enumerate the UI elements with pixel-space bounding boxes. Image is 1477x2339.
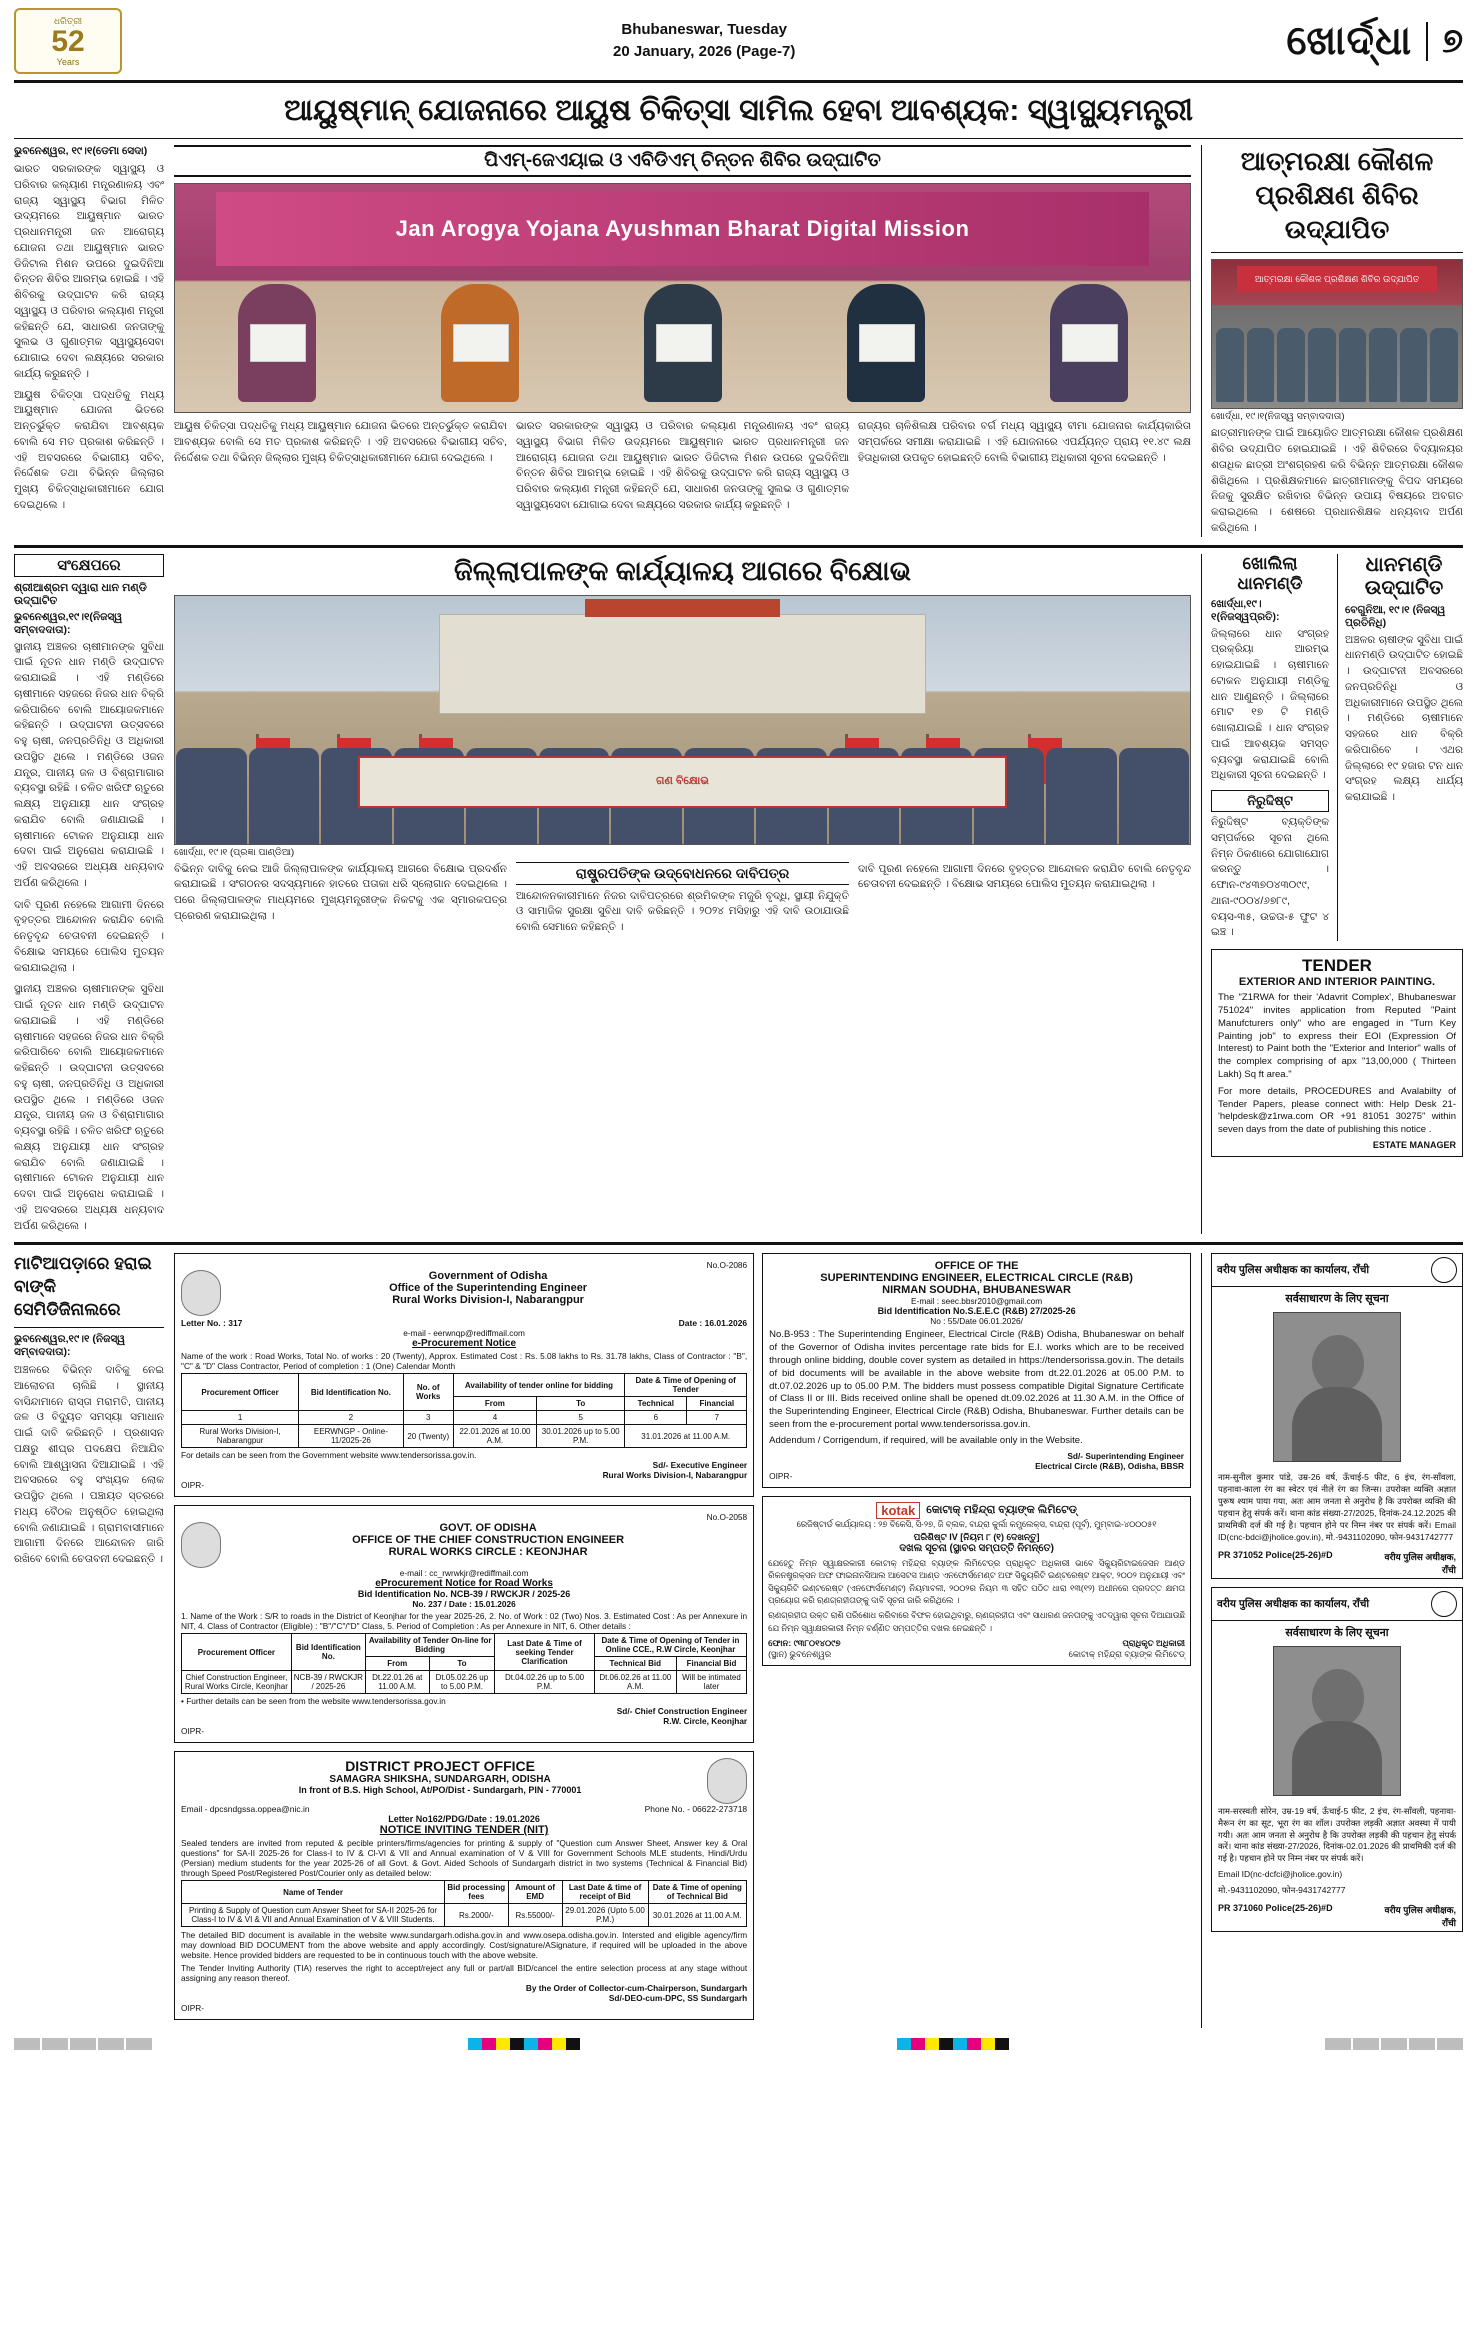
lead-headline: ଆୟୁଷ୍ମାନ୍ ଯୋଜନାରେ ଆୟୁଷ ଚିକିତ୍ସା ସାମିଲ ହେବା ଆବଶ୍ୟକ: ସ୍ୱାସ୍ଥ୍ୟମନ୍ତ୍ରୀ bbox=[284, 94, 1193, 127]
tender-l2: Office of the Superintending Engineer bbox=[389, 1282, 588, 1295]
td-colnum: 4 bbox=[453, 1411, 536, 1425]
dpo-l1: DISTRICT PROJECT OFFICE bbox=[345, 1758, 535, 1775]
brief-item-body-2: ଦାବି ପୂରଣ ନହେଲେ ଆଗାମୀ ଦିନରେ ବୃହତ୍ତର ଆନ୍ଦୋଳନ କରାଯିବ ବୋଲି ନେତୃବୃନ୍ଦ ଚେତାବନୀ ଦେଇଛନ୍ତି । ବିକ୍ଷୋଭ ସମୟରେ ପୋଲିସ ମୁତୟନ କରାଯାଇଥିଲା । bbox=[14, 898, 164, 974]
police-pr-2: PR 371060 Police(25-26)#D bbox=[1218, 1902, 1333, 1913]
lead-dateline: ଭୁବନେଶ୍ୱର, ୧୯।୧(ଡେମା ସେଦା) bbox=[14, 145, 148, 157]
police-phone-2: मो.-9431102090, फोन-9431742777 bbox=[1218, 1885, 1346, 1896]
tender-doc-no: No.O-2058 bbox=[706, 1512, 748, 1523]
kotak-notice-title: ଦଖଲ ସୂଚନା (ସ୍ଥାବର ସମ୍ପତ୍ତି ନିମନ୍ତେ) bbox=[899, 1542, 1054, 1554]
photo-person bbox=[238, 284, 316, 402]
photo-group bbox=[1216, 328, 1458, 402]
dpo-email: Email - dpcsndgssa.oppea@nic.in bbox=[181, 1804, 310, 1815]
td-colnum: 2 bbox=[299, 1411, 404, 1425]
right-top-caption: ଖୋର୍ଦ୍ଧା, ୧୯।୧(ନିଜସ୍ୱ ସମ୍ବାଦଦାତା) bbox=[1211, 411, 1345, 423]
lead-body-2: ଆୟୁଷ ଚିକିତ୍ସା ପଦ୍ଧତିକୁ ମଧ୍ୟ ଆୟୁଷ୍ମାନ ଯୋଜନା ଭିତରେ ଅନ୍ତର୍ଭୁକ୍ତ କରାଯିବା ଆବଶ୍ୟକ ବୋଲି ସେ ମତ ପ୍ରକାଶ କରିଛନ୍ତି । ଏହି ଅବସରରେ ବିଭାଗୀୟ ସଚିବ, ନିର୍ଦ୍ଦେଶକ ତଥା ବିଭିନ୍ନ ଜିଲ୍ଲାର ମୁଖ୍ୟ ଚିକିତ୍ସାଧିକାରୀମାନେ ଯୋଗ ଦେଇଥିଲେ । bbox=[14, 388, 164, 511]
odisha-emblem-icon bbox=[707, 1758, 747, 1804]
th-opening: Date & Time of Opening of Tender in Online CCE., R.W Circle, Keonjhar bbox=[594, 1634, 746, 1657]
tender-table bbox=[181, 1633, 747, 1694]
tender-columns bbox=[174, 1253, 1191, 2028]
tender-email: e-mail : cc_rwrwkjr@rediffmail.com bbox=[399, 1568, 529, 1579]
cmyk-bars-center bbox=[468, 2038, 580, 2050]
tender-sign-2: R.W. Circle, Keonjhar bbox=[663, 1716, 748, 1727]
dpo-sign-1: By the Order of Collector-cum-Chairperson, Sundargarh bbox=[525, 1983, 748, 1994]
se-l1: OFFICE OF THE bbox=[934, 1260, 1019, 1273]
tender-further: • Further details can be seen from the website www.tendersorissa.gov.in bbox=[181, 1696, 446, 1707]
police-body-1: नाम-सुनील कुमार पांडे, उम्र-26 वर्ष, ऊँचाई-5 फीट, 6 इंच, रंग-साँवला, पहनावा-काला रंग का स्वेटर एवं नीले रंग का जिन्स। उपरोक्त व्यक्ति अज्ञात पुरूष श्याम पाया गया, अतः आम जनता से अनुरोध है कि उपरोक्त व्यक्ति की पहचान हेतु संपर्क करें। थाना कांड संख्या-27/2025, दिनांक-24.12.2025 की प्राथमिकी दर्ज की गई है। पहचान होने पर निम्न नंबर पर संपर्क करें। Email ID(cnc-bdci@jholice.gov.in), मो.-9431102090, फोन-9431742777 bbox=[1218, 1472, 1456, 1542]
td-colnum: 1 bbox=[182, 1411, 299, 1425]
collectorate-building bbox=[439, 614, 926, 714]
lead-cont-3: ରାଜ୍ୟର ଚାଳିଶିଲକ୍ଷ ପରିବାର ବର୍ଗ ମଧ୍ୟ ସ୍ୱାସ୍ଥ୍ୟ ବୀମା ଯୋଜନାର କାର୍ଯ୍ୟକାରିତା ସମ୍ପର୍କରେ ସମୀକ୍ଷା କରାଯାଇଛି । ଏହି ଯୋଜନାରେ ଏପର୍ଯ୍ୟନ୍ତ ପ୍ରାୟ ୧୧.୪୯ ଲକ୍ଷ ହିତାଧିକାରୀ ଉପକୃତ ହୋଇଛନ୍ତି ବୋଲି ବିଭାଗୀୟ ଅଧିକାରୀ ସୂଚନା ଦେଇଛନ୍ତି । bbox=[858, 420, 1191, 464]
th-last-date: Last Date & time of receipt of Bid bbox=[562, 1881, 648, 1904]
th-procurement-officer: Procurement Officer bbox=[182, 1374, 299, 1411]
th-to: To bbox=[537, 1397, 625, 1411]
se-sign-2: Electrical Circle (R&B), Odisha, BBSR bbox=[1035, 1460, 1184, 1471]
tender-sign-2: Rural Works Division-I, Nabarangpur bbox=[602, 1470, 748, 1481]
logo-years-suffix: Years bbox=[56, 56, 80, 67]
dpo-l2: SAMAGRA SHIKSHA, SUNDARGARH, ODISHA bbox=[329, 1774, 551, 1786]
th-from: From bbox=[366, 1657, 430, 1671]
tender-l2: OFFICE OF THE CHIEF CONSTRUCTION ENGINEER bbox=[352, 1534, 625, 1547]
td-colnum: 3 bbox=[403, 1411, 453, 1425]
dpo-oipr: OIPR- bbox=[181, 2003, 205, 2014]
cmyk-bars-right bbox=[897, 2038, 1009, 2050]
protest-body-1: ବିଭିନ୍ନ ଦାବିକୁ ନେଇ ଆଜି ଜିଲ୍ଲାପାଳଙ୍କ କାର୍ଯ୍ୟାଳୟ ଆଗରେ ବିକ୍ଷୋଭ ପ୍ରଦର୍ଶନ କରାଯାଇଛି । ସଂଗଠନର ସଦସ୍ୟମାନେ ହାତରେ ପତାକା ଧରି ସ୍ଲୋଗାନ ଦେଇଥିଲେ । ପରେ ଜିଲ୍ଲାପାଳଙ୍କ ମାଧ୍ୟମରେ ମୁଖ୍ୟମନ୍ତ୍ରୀଙ୍କ ନିକଟକୁ ଏକ ସ୍ମାରକପତ୍ର ପ୍ରେରଣ କରାଯାଇଥିଲା । bbox=[174, 862, 507, 922]
kotak-place: (ସ୍ଥାନ) ଭୁବନେଶ୍ୱର bbox=[768, 1649, 832, 1660]
paint-tender-title: TENDER bbox=[1302, 956, 1372, 976]
photo-person bbox=[441, 284, 519, 402]
dhanamandi-right-headline: ଧାନମଣ୍ଡି ଉଦ୍‌ଘାଟିତ bbox=[1364, 553, 1444, 599]
tender-desc: 1. Name of the Work : S/R to roads in the District of Keonjhar for the year 2025-26, 2. No. of Work : 02 (Two) Nos. 3. Estimated Cost : As per Annexure in NIT, 4. Class of Contractor (Eligible) : "B"/"C"/"D" Class, 5. Period of Completion : As per Annexure in NIT, 6. Other details : bbox=[181, 1611, 748, 1632]
table-row: Rs.55000/- bbox=[508, 1904, 562, 1927]
dhanamandi-left-dateline: ଖୋର୍ଦ୍ଧା,୧୯।୧(ନିଜସ୍ୱପ୍ରତି): bbox=[1211, 597, 1280, 623]
th-technical: Technical bbox=[625, 1397, 687, 1411]
photo-person bbox=[847, 284, 925, 402]
th-bid-id: Bid Identification No. bbox=[291, 1634, 365, 1671]
bottom-left-body: ଅଞ୍ଚଳରେ ବିଭିନ୍ନ ଦାବିକୁ ନେଇ ଆଲୋଚନା ଚାଲିଛି । ସ୍ଥାନୀୟ ବାସିନ୍ଦାମାନେ ରାସ୍ତା ମରାମତି, ପାନୀୟ ଜଳ ଓ ବିଦ୍ୟୁତ ସମସ୍ୟା ସମାଧାନ ପାଇଁ ଦାବି କରିଛନ୍ତି । ପ୍ରଶାସନ ପକ୍ଷରୁ ଶୀଘ୍ର ପଦକ୍ଷେପ ନିଆଯିବ ବୋଲି ଆଶ୍ୱାସନା ଦିଆଯାଇଛି । ଏହି ଅବସରରେ ବହୁ ସଂଖ୍ୟକ ଲୋକ ଉପସ୍ଥିତ ଥିଲେ । ପଞ୍ଚାୟତ ସ୍ତରରେ ମଧ୍ୟ ବୈଠକ ଅନୁଷ୍ଠିତ ହୋଇଥିଲା ବୋଲି ଜଣାଯାଇଛି । ଗ୍ରାମବାସୀମାନେ ଆଗାମୀ ଦିନରେ ଆନ୍ଦୋଳନ ଜାରି ରଖିବେ ବୋଲି ଚେତାବନୀ ଦେଇଛନ୍ତି । bbox=[14, 1364, 164, 1566]
table-row: Rs.2000/- bbox=[445, 1904, 509, 1927]
table-row: NCB-39 / RWCKJR / 2025-26 bbox=[291, 1671, 365, 1694]
table-row: 30.01.2026 at 11.00 A.M. bbox=[648, 1904, 747, 1927]
th-availability: Availability of tender online for bidding bbox=[453, 1374, 625, 1397]
table-row: Dt.04.02.26 up to 5.00 P.M. bbox=[495, 1671, 594, 1694]
tender-letter-no: Letter No. : 317 bbox=[181, 1318, 243, 1329]
dhanamandi-left-body: ଜିଲ୍ଲାରେ ଧାନ ସଂଗ୍ରହ ପ୍ରକ୍ରିୟା ଆରମ୍ଭ ହୋଇଯାଇଛି । ଚାଷୀମାନେ ଟୋକନ ଅନୁଯାୟୀ ମଣ୍ଡିକୁ ଧାନ ଆଣୁଛନ୍ତି । ଜିଲ୍ଲାରେ ମୋଟ ୧୭ ଟି ମଣ୍ଡି ଖୋଲାଯାଇଛି । ଧାନ ସଂଗ୍ରହ ପାଇଁ ଆବଶ୍ୟକ ସମସ୍ତ ବ୍ୟବସ୍ଥା କରାଯାଇଛି ବୋଲି ଅଧିକାରୀ ସୂଚନା ଦେଇଛନ୍ତି । bbox=[1211, 627, 1329, 782]
dpo-table bbox=[181, 1880, 747, 1927]
protest-body-3: ଆନ୍ଦୋଳନକାରୀମାନେ ନିଜର ଦାବିପତ୍ରରେ ଶ୍ରମିକଙ୍କ ମଜୁରି ବୃଦ୍ଧି, ସ୍ଥାୟୀ ନିଯୁକ୍ତି ଓ ସାମାଜିକ ସୁରକ୍ଷା ସୁବିଧା ଦାବି କରିଛନ୍ତି । ୨୦୨୪ ମସିହାରୁ ଏହି ଦାବି ଉଠାଯାଉଛି ବୋଲି ସେମାନେ କହିଛନ୍ତି । bbox=[516, 889, 849, 934]
dpo-foot-1: The detailed BID document is available in the website www.sundargarh.odisha.gov.in and www.osepa.odisha.gov.in. Intersted and eligible agency/firm may download BID DOCUMENT from the above website and apply accordingly. Cost/signature/ASignature, if required will be uploaded in the above website. Hence provided bidders are requested to be in continuous touch with the above website. bbox=[181, 1930, 748, 1961]
tender-l3: RURAL WORKS CIRCLE : KEONJHAR bbox=[388, 1546, 588, 1559]
table-row: 30.01.2026 up to 5.00 P.M. bbox=[537, 1425, 625, 1448]
publication-logo bbox=[14, 8, 122, 74]
td-colnum: 7 bbox=[687, 1411, 747, 1425]
photo-banner-text: ଆତ୍ମରକ୍ଷା କୌଶଳ ପ୍ରଶିକ୍ଷଣ ଶିବିର ଉଦ୍‌ଯାପିତ bbox=[1237, 266, 1437, 292]
kotak-possession-notice bbox=[762, 1496, 1191, 1667]
table-row: 31.01.2026 at 11.00 A.M. bbox=[625, 1425, 747, 1448]
police-title-1: सर्वसाधारण के लिए सूचना bbox=[1285, 1293, 1389, 1306]
th-opening: Date & Time of Opening of Tender bbox=[625, 1374, 747, 1397]
td-colnum: 5 bbox=[537, 1411, 625, 1425]
th-bid-fees: Bid processing fees bbox=[445, 1881, 509, 1904]
right-top-column bbox=[1201, 145, 1463, 537]
protest-headline: ଜିଲ୍ଲାପାଳଙ୍କ କାର୍ଯ୍ୟାଳୟ ଆଗରେ ବିକ୍ଷୋଭ bbox=[454, 555, 911, 586]
dpo-letter-no: Letter No162/PDG/Date : 19.01.2026 bbox=[388, 1814, 540, 1825]
kotak-section: ପରିଶିଷ୍ଟ IV [ନିୟମ ୮ (୧) ଦେଖନ୍ତୁ] bbox=[913, 1531, 1040, 1542]
table-row: Printing & Supply of Question cum Answer Sheet for SA-II 2025-26 for Class-I to IV & VI & VII and Annual Examination of V & VIII Students. bbox=[182, 1904, 445, 1927]
protest-column bbox=[174, 554, 1191, 1235]
paint-tender-subtitle: EXTERIOR AND INTERIOR PAINTING. bbox=[1238, 976, 1436, 989]
photo-person bbox=[644, 284, 722, 402]
th-emd: Amount of EMD bbox=[508, 1881, 562, 1904]
table-row: Will be intimated later bbox=[676, 1671, 746, 1694]
kotak-address: ରେଜିଷ୍ଟାର୍ଡ କାର୍ଯ୍ୟାଳୟ : ୨୭ ବିକେସି, ସି-୨୭, ଜି ବ୍ଲକ, ବାନ୍ଦ୍ରା କୁର୍ଲା କମ୍ପ୍ଲେକ୍ସ, ବାନ୍ଦ୍ରା (ପୂର୍ବ), ମୁମ୍ବାଇ-୪୦୦୦୫୧ bbox=[796, 1518, 1157, 1529]
brief-item-body: ସ୍ଥାନୀୟ ଅଞ୍ଚଳର ଚାଷୀମାନଙ୍କ ସୁବିଧା ପାଇଁ ନୂତନ ଧାନ ମଣ୍ଡି ଉଦ୍‌ଘାଟନ କରାଯାଇଛି । ଏହି ମଣ୍ଡିରେ ଚାଷୀମାନେ ସହଜରେ ନିଜର ଧାନ ବିକ୍ରି କରିପାରିବେ ବୋଲି ଆୟୋଜକମାନେ କହିଛନ୍ତି । ଉଦ୍‌ଘାଟନୀ ଉତ୍ସବରେ ବହୁ ଚାଷୀ, ଜନପ୍ରତିନିଧି ଓ ଅଧିକାରୀ ଉପସ୍ଥିତ ଥିଲେ । ମଣ୍ଡିରେ ଓଜନ ଯନ୍ତ୍ର, ପାନୀୟ ଜଳ ଓ ବିଶ୍ରାମାଗାର ବ୍ୟବସ୍ଥା ରହିଛି । ଚଳିତ ଖରିଫ ଋତୁରେ ଲକ୍ଷ୍ୟ ଅନୁଯାୟୀ ଧାନ ସଂଗ୍ରହ କରାଯିବ ବୋଲି ଜଣାଯାଇଛି । ଚାଷୀମାନେ ଟୋକନ ଅନୁଯାୟୀ ଧାନ ଦେବା ପାଇଁ ଅନୁରୋଧ କରାଯାଇଛି । ଏହି ଅବସରରେ ଅଧ୍ୟକ୍ଷ ଧନ୍ୟବାଦ ଅର୍ପଣ କରିଥିଲେ । bbox=[14, 640, 164, 889]
lead-middle-column bbox=[174, 145, 1191, 537]
table-row: Chief Construction Engineer, Rural Works Circle, Keonjhar bbox=[182, 1671, 292, 1694]
police-header-2: वरीय पुलिस अधीक्षक का कार्यालय, राँची bbox=[1217, 1597, 1370, 1610]
dhanamandi-column bbox=[1201, 554, 1463, 1235]
kotak-title: କୋଟାକ୍ ମହିନ୍ଦ୍ରା ବ୍ୟାଙ୍କ ଲିମିଟେଡ୍ bbox=[926, 1503, 1077, 1516]
gray-bars bbox=[14, 2038, 152, 2050]
table-row: 29.01.2026 (Upto 5.00 P.M.) bbox=[562, 1904, 648, 1927]
se-oipr: OIPR- bbox=[769, 1470, 793, 1481]
tender-letter-no: No. 237 / Date : 15.01.2026 bbox=[412, 1599, 516, 1610]
missing-person-photo-1 bbox=[1273, 1312, 1401, 1462]
se-body-2: Addendum / Corrigendum, if required, will be available only in the Website. bbox=[769, 1434, 1083, 1446]
tender-doc-no: No.O-2086 bbox=[706, 1260, 748, 1271]
th-procurement-officer: Procurement Officer bbox=[182, 1634, 292, 1671]
th-opening-tech: Date & Time of opening of Technical Bid bbox=[648, 1881, 747, 1904]
th-financial: Financial bbox=[687, 1397, 747, 1411]
paint-tender-body: The "Z1RWA for their 'Adavrit Complex', Bhubaneswar 751024" invites application from Reputed "Paint Manufcturers only" who are engaged in "Turn Key Painting job" to express their EOI (Expression Of Interest) to Paint both the "Exterior and Interior" walls of the complex comprising of apx "13,00,000 ( Thirteen Lakh) Sq ft area." bbox=[1218, 992, 1456, 1081]
bottom-section bbox=[14, 1253, 1463, 2028]
tender-l1: GOVT. OF ODISHA bbox=[439, 1522, 537, 1535]
right-top-headline: ଆତ୍ମରକ୍ଷା କୌଶଳ ପ୍ରଶିକ୍ଷଣ ଶିବିର ଉଦ୍‌ଯାପିତ bbox=[1240, 146, 1434, 244]
lead-photo-caption: ପିଏମ୍-ଜେଏୟାଇ ଓ ଏବିଡିଏମ୍ ଚିନ୍ତନ ଶିବିର ଉଦ୍‌ଘାଟିତ bbox=[484, 150, 881, 171]
dpo-notice-title: NOTICE INVITING TENDER (NIT) bbox=[379, 1824, 549, 1837]
tender-footer-note: For details can be seen from the Government website www.tendersorissa.gov.in. bbox=[181, 1450, 477, 1461]
masthead bbox=[14, 8, 1463, 83]
dpo-phone: Phone No. - 06622-273718 bbox=[644, 1804, 748, 1815]
logo-years: 52 bbox=[51, 24, 85, 58]
tender-oipr: OIPR- bbox=[181, 1480, 205, 1491]
se-email: E-mail : seec.bbsr2010@gmail.com bbox=[911, 1296, 1043, 1307]
missing-notice-title: ନିରୁଦ୍ଦିଷ୍ଟ bbox=[1211, 790, 1329, 812]
masthead-dateline bbox=[122, 19, 1286, 63]
middle-section bbox=[14, 554, 1463, 1235]
tender-l1: Government of Odisha bbox=[428, 1270, 548, 1283]
th-from: From bbox=[453, 1397, 536, 1411]
se-sign-1: Sd/- Superintending Engineer bbox=[1067, 1450, 1184, 1461]
table-row: Dt.06.02.26 at 11.00 A.M. bbox=[594, 1671, 676, 1694]
dpo-foot-2: The Tender Inviting Authority (TIA) reserves the right to accept/reject any full or part/all BID/cancel the entire selection process at any stage without assigning any reason thereof. bbox=[181, 1963, 748, 1984]
lead-photo-caption-banner bbox=[174, 145, 1191, 177]
brief-column bbox=[14, 554, 164, 1235]
th-bid-id: Bid Identification No. bbox=[299, 1374, 404, 1411]
protest-sub-column bbox=[516, 862, 849, 936]
jharkhand-police-emblem-icon bbox=[1431, 1257, 1457, 1283]
table-row: Rural Works Division-I, Nabarangpur bbox=[182, 1425, 299, 1448]
masthead-edition-block bbox=[1286, 19, 1463, 64]
lead-photo bbox=[174, 183, 1191, 413]
tender-date: Date : 16.01.2026 bbox=[678, 1318, 748, 1329]
kotak-phone: ଫୋନ: ୯୩୮୦୧୪୦୯୭ bbox=[768, 1638, 841, 1649]
odisha-emblem-icon bbox=[181, 1270, 221, 1316]
se-l3: NIRMAN SOUDHA, BHUBANESWAR bbox=[882, 1284, 1071, 1297]
th-financial: Financial Bid bbox=[676, 1657, 746, 1671]
police-sign-2a: वरीय पुलिस अधीक्षक, bbox=[1384, 1904, 1456, 1915]
brief-item-dateline: ଭୁବନେଶ୍ୱର,୧୯।୧(ନିଜସ୍ୱ ସମ୍ବାଦଦାତା): bbox=[14, 610, 123, 636]
police-pr-1: PR 371052 Police(25-26)#D bbox=[1218, 1549, 1333, 1560]
th-clarification: Last Date & Time of seeking Tender Clarification bbox=[495, 1634, 594, 1671]
table-row: 22.01.2026 at 10.00 A.M. bbox=[453, 1425, 536, 1448]
tender-se-electrical-rb bbox=[762, 1253, 1191, 1487]
dhanamandi-right-dateline: ବେଗୁନିଆ, ୧୯।୧ (ନିଜସ୍ୱ ପ୍ରତିନିଧି) bbox=[1345, 603, 1446, 629]
table-row: 20 (Twenty) bbox=[403, 1425, 453, 1448]
kotak-body-2: ଋଣଗ୍ରହୀତା ଉକ୍ତ ରାଶି ପରିଶୋଧ କରିବାରେ ବିଫଳ ହୋଇଥିବାରୁ, ଋଣଗ୍ରହୀତା ଏବଂ ସାଧାରଣ ଜନତାଙ୍କୁ ଏତଦ୍ୱାରା ସୂଚନା ଦିଆଯାଉଛି ଯେ ନିମ୍ନ ସ୍ୱାକ୍ଷରକାରୀ ନିମ୍ନ ବର୍ଣ୍ଣିତ ସମ୍ପତ୍ତିର ଦଖଲ ନେଇଛନ୍ତି । bbox=[768, 1610, 1185, 1633]
tender-sign-1: Sd/- Executive Engineer bbox=[652, 1460, 748, 1471]
kotak-bank: କୋଟାକ୍ ମହିନ୍ଦ୍ରା ବ୍ୟାଙ୍କ ଲିମିଟେଡ୍ bbox=[1068, 1649, 1185, 1660]
protest-body-2: ଦାବି ପୂରଣ ନହେଲେ ଆଗାମୀ ଦିନରେ ବୃହତ୍ତର ଆନ୍ଦୋଳନ କରାଯିବ ବୋଲି ନେତୃବୃନ୍ଦ ଚେତାବନୀ ଦେଇଛନ୍ତି । ବିକ୍ଷୋଭ ସମୟରେ ପୋଲିସ ମୁତୟନ କରାଯାଇଥିଲା । bbox=[858, 862, 1191, 891]
missing-notice-body: ନିରୁଦ୍ଦିଷ୍ଟ ବ୍ୟକ୍ତିଙ୍କ ସମ୍ପର୍କରେ ସୂଚନା ଥିଲେ ନିମ୍ନ ଠିକଣାରେ ଯୋଗାଯୋଗ କରନ୍ତୁ । ଫୋନ-୯୪୩୭୦୪୩୦୯୯, ଥାନା-୯୦୦୪/୬୭୮୯, ବୟସ-୩୫, ଉଚ୍ଚତା-୫ ଫୁଟ ୪ ଇଞ୍ଚ । bbox=[1211, 816, 1329, 939]
page-number: ୭ bbox=[1426, 22, 1463, 61]
dpo-l3: In front of B.S. High School, At/PO/Dist - Sundargarh, PIN - 770001 bbox=[298, 1785, 582, 1796]
tender-dpo-sundargarh bbox=[174, 1751, 754, 2020]
lead-cont-2: ଭାରତ ସରକାରଙ୍କ ସ୍ୱାସ୍ଥ୍ୟ ଓ ପରିବାର କଲ୍ୟାଣ ମନ୍ତ୍ରଣାଳୟ ଏବଂ ରାଜ୍ୟ ସ୍ୱାସ୍ଥ୍ୟ ବିଭାଗ ମିଳିତ ଉଦ୍ୟମରେ ଆୟୁଷ୍ମାନ ଭାରତ ପ୍ରଧାନମନ୍ତ୍ରୀ ଜନ ଆରୋଗ୍ୟ ଯୋଜନା ତଥା ଆୟୁଷ୍ମାନ ଭାରତ ଡିଜିଟାଲ ମିଶନ ଉପରେ ଦୁଇଦିନିଆ ଚିନ୍ତନ ଶିବିର ଆରମ୍ଭ ହୋଇଛି । ଏହି ଶିବିରକୁ ଉଦ୍‌ଘାଟନ କରି ରାଜ୍ୟ ସ୍ୱାସ୍ଥ୍ୟ ଓ ପରିବାର କଲ୍ୟାଣ ମନ୍ତ୍ରୀ କହିଛନ୍ତି ଯେ, ସାଧାରଣ ଜନତାଙ୍କୁ ସୁଲଭ ଓ ଗୁଣାତ୍ମକ ସ୍ୱାସ୍ଥ୍ୟସେବା ଯୋଗାଇ ଦେବା ଲକ୍ଷ୍ୟରେ ସରକାର କାର୍ଯ୍ୟ କରୁଛନ୍ତି । bbox=[516, 420, 849, 511]
police-notice-1 bbox=[1211, 1253, 1463, 1578]
print-registration-bars bbox=[14, 2038, 1463, 2056]
police-notice-2 bbox=[1211, 1587, 1463, 1932]
tender-nabarangpur bbox=[174, 1253, 754, 1497]
photo-people bbox=[175, 274, 1190, 402]
brief-item-headline: ଶ୍ରୀଆଶ୍ରମ ଦ୍ୱାରା ଧାନ ମଣ୍ଡି ଉଦ୍‌ଘାଟିତ bbox=[14, 581, 147, 607]
se-body: No.B-953 : The Superintending Engineer, Electrical Circle (R&B) Odisha, Bhubaneswar on behalf of the Governor of Odisha invites percentage rate bids for E.I. works which are to be received through online bidding, double cover system as detailed in https://tendersorissa.gov.in. The details of bid documents will be available in the above website from dt.22.01.2026 at 05.00 P.M. to dt.07.02.2026 up to 05.00 P.M. The bidders must possess compatible Digital Signature Certificate of Class II or III. Bids received online shall be opened dt.09.02.2026 at 11.30 A.M. in the Office of the Superintending Engineer, Electrical Circle (R&B) Odisha, Bhubaneswar. Further details can be seen from the e-procurement portal www.tendersorissa.gov.in. bbox=[769, 1329, 1184, 1431]
tender-notice-title: e-Procurement Notice bbox=[412, 1338, 517, 1350]
protest-banner-text: ଗଣ ବିକ୍ଷୋଭ bbox=[358, 756, 1008, 808]
top-section bbox=[14, 145, 1463, 537]
photo-stage-banner: Jan Arogya Yojana Ayushman Bharat Digital Mission bbox=[216, 192, 1150, 266]
missing-person-photo-2 bbox=[1273, 1646, 1401, 1796]
th-no-works: No. of Works bbox=[403, 1374, 453, 1411]
self-defence-camp-photo bbox=[1211, 259, 1463, 409]
lead-body-1: ଭାରତ ସରକାରଙ୍କ ସ୍ୱାସ୍ଥ୍ୟ ଓ ପରିବାର କଲ୍ୟାଣ ମନ୍ତ୍ରଣାଳୟ ଏବଂ ରାଜ୍ୟ ସ୍ୱାସ୍ଥ୍ୟ ବିଭାଗ ମିଳିତ ଉଦ୍ୟମରେ ଆୟୁଷ୍ମାନ ଭାରତ ପ୍ରଧାନମନ୍ତ୍ରୀ ଜନ ଆରୋଗ୍ୟ ଯୋଜନା ତଥା ଆୟୁଷ୍ମାନ ଭାରତ ଡିଜିଟାଲ ମିଶନ ଉପରେ ଦୁଇଦିନିଆ ଚିନ୍ତନ ଶିବିର ଆରମ୍ଭ ହୋଇଛି । ଏହି ଶିବିରକୁ ଉଦ୍‌ଘାଟନ କରି ରାଜ୍ୟ ସ୍ୱାସ୍ଥ୍ୟ ଓ ପରିବାର କଲ୍ୟାଣ ମନ୍ତ୍ରୀ କହିଛନ୍ତି ଯେ, ସାଧାରଣ ଜନତାଙ୍କୁ ସୁଲଭ ଓ ଗୁଣାତ୍ମକ ସ୍ୱାସ୍ଥ୍ୟସେବା ଯୋଗାଇ ଦେବା ଲକ୍ଷ୍ୟରେ ସରକାର କାର୍ଯ୍ୟ କରୁଛନ୍ତି । bbox=[14, 163, 164, 380]
protest-photo bbox=[174, 595, 1191, 845]
tender-email: e-mail - eerwnqp@rediffmail.com bbox=[403, 1328, 525, 1339]
paint-tender-ad bbox=[1211, 949, 1463, 1157]
dhanamandi-right-body: ଅଞ୍ଚଳର ଚାଷୀଙ୍କ ସୁବିଧା ପାଇଁ ଧାନମଣ୍ଡି ଉଦ୍‌ଘାଟିତ ହୋଇଛି । ଉଦ୍‌ଘାଟନୀ ଅବସରରେ ଜନପ୍ରତିନିଧି ଓ ଅଧିକାରୀମାନେ ଉପସ୍ଥିତ ଥିଲେ । ମଣ୍ଡିରେ ଚାଷୀମାନେ ସହଜରେ ଧାନ ବିକ୍ରି କରିପାରିବେ । ଏଥର ଜିଲ୍ଲାରେ ୧୯ ହଜାର ଟନ ଧାନ ସଂଗ୍ରହ ଲକ୍ଷ୍ୟ ଧାର୍ଯ୍ୟ କରାଯାଇଛି । bbox=[1345, 633, 1463, 804]
photo-person bbox=[1050, 284, 1128, 402]
bottom-left-headline: ମାଟିଆପଡ଼ାରେ ହରାଇ ବାଙ୍କି ସେମିଡିଜିନାଲରେ bbox=[14, 1254, 152, 1320]
police-header-1: वरीय पुलिस अधीक्षक का कार्यालय, राँची bbox=[1217, 1264, 1370, 1277]
se-bid-id: Bid Identification No.S.E.E.C (R&B) 27/2025-26 bbox=[877, 1306, 1076, 1317]
table-row: EERWNGP - Online-11/2025-26 bbox=[299, 1425, 404, 1448]
protest-dateline: ଖୋର୍ଦ୍ଧା, ୧୯।୧ (ପ୍ରଜ୍ଞା ପାଣ୍ଡିଆ) bbox=[174, 846, 295, 858]
th-technical: Technical Bid bbox=[594, 1657, 676, 1671]
edition-title: ଖୋର୍ଦ୍ଧା bbox=[1286, 18, 1413, 63]
dpo-body: Sealed tenders are invited from reputed & pecible printers/firms/agencies for printing & supply of "Question cum Answer Sheet, Answer key & Oral questions" for SA-II 2025-26 for Class-I to IV & Cl-VI & VII and Annual examination of V & VIII for Government Schools MLE students, Hindi/Urdu (Persian) medium students for the year 2025-26 of all Govt. & Govt. Aided Schools of Sundargarh district in two systems (Technical & Financial Bid) through Speed Post/Registered Post/Courier only as detailed below: bbox=[181, 1838, 748, 1879]
police-email-2: Email ID(nc-dcfci@jholice.gov.in) bbox=[1218, 1869, 1343, 1880]
th-availability: Availability of Tender On-line for Bidding bbox=[366, 1634, 495, 1657]
briefs-section-title: ସଂକ୍ଷେପରେ bbox=[14, 554, 164, 577]
table-row: Dt.05.02.26 up to 5.00 P.M. bbox=[429, 1671, 495, 1694]
police-sign-1b: राँची bbox=[1441, 1564, 1456, 1575]
police-body-2: नाम-सरस्वती सोरेन, उम्र-19 वर्ष, ऊँचाई-5 फीट, 2 इंच, रंग-साँवली, पहनावा-मैरून रंग का सूट, भूरा रंग का शॉल। उपरोक्त लड़की अज्ञात अवस्था में पायी गयी। अतः आम जनता से अनुरोध है कि उपरोक्त लड़की की पहचान हेतु संपर्क करें। थाना कांड संख्या-27/2026, दिनांक-02.01.2026 की प्राथमिकी दर्ज की गई है। पहचान होने पर निम्न नंबर पर संपर्क करें। bbox=[1218, 1805, 1456, 1864]
th-name-of-tender: Name of Tender bbox=[182, 1881, 445, 1904]
tender-notice-title: eProcurement Notice for Road Works bbox=[375, 1578, 553, 1590]
paint-tender-body2: For more details, PROCEDURES and Avalabilty of Tender Papers, please connect with: Help Desk 21-'helpdesk@z1rwa.com OR +91 81051 30275" within seven days from the date of publishing this notice . bbox=[1218, 1085, 1456, 1136]
table-row: Dt.22.01.26 at 11.00 A.M. bbox=[366, 1671, 430, 1694]
masthead-date: 20 January, 2026 (Page-7) bbox=[613, 43, 796, 60]
police-sign-1a: वरीय पुलिस अधीक्षक, bbox=[1384, 1551, 1456, 1562]
tender-oipr: OIPR- bbox=[181, 1726, 205, 1737]
brief-item-body-3: ସ୍ଥାନୀୟ ଅଞ୍ଚଳର ଚାଷୀମାନଙ୍କ ସୁବିଧା ପାଇଁ ନୂତନ ଧାନ ମଣ୍ଡି ଉଦ୍‌ଘାଟନ କରାଯାଇଛି । ଏହି ମଣ୍ଡିରେ ଚାଷୀମାନେ ସହଜରେ ନିଜର ଧାନ ବିକ୍ରି କରିପାରିବେ ବୋଲି ଆୟୋଜକମାନେ କହିଛନ୍ତି । ଉଦ୍‌ଘାଟନୀ ଉତ୍ସବରେ ବହୁ ଚାଷୀ, ଜନପ୍ରତିନିଧି ଓ ଅଧିକାରୀ ଉପସ୍ଥିତ ଥିଲେ । ମଣ୍ଡିରେ ଓଜନ ଯନ୍ତ୍ର, ପାନୀୟ ଜଳ ଓ ବିଶ୍ରାମାଗାର ବ୍ୟବସ୍ଥା ରହିଛି । ଚଳିତ ଖରିଫ ଋତୁରେ ଲକ୍ଷ୍ୟ ଅନୁଯାୟୀ ଧାନ ସଂଗ୍ରହ କରାଯିବ ବୋଲି ଜଣାଯାଇଛି । ଚାଷୀମାନେ ଟୋକନ ଅନୁଯାୟୀ ଧାନ ଦେବା ପାଇଁ ଅନୁରୋଧ କରାଯାଇଛି । ଏହି ଅବସରରେ ଅଧ୍ୟକ୍ଷ ଧନ୍ୟବାଦ ଅର୍ପଣ କରିଥିଲେ । bbox=[14, 983, 164, 1232]
kotak-body: ଯେହେତୁ ନିମ୍ନ ସ୍ୱାକ୍ଷରକାରୀ କୋଟାକ୍ ମହିନ୍ଦ୍ରା ବ୍ୟାଙ୍କ ଲିମିଟେଡ୍‌ର ପ୍ରାଧିକୃତ ଅଧିକାରୀ ଭାବେ ସିକ୍ୟୁରିଟାଇଜେସନ ଆଣ୍ଡ ରିକନଷ୍ଟ୍ରକ୍ସନ ଅଫ ଫାଇନାନସିଆଲ ଆସେଟସ ଆଣ୍ଡ ଏନଫୋର୍ସମେଣ୍ଟ ଅଫ ସିକ୍ୟୁରିଟି ଇଣ୍ଟରେଷ୍ଟ ଆକ୍ଟ, ୨୦୦୨ ଅନୁଯାୟୀ ଏବଂ ସିକ୍ୟୁରିଟି ଇଣ୍ଟରେଷ୍ଟ (ଏନଫୋର୍ସମେଣ୍ଟ) ନିୟମାବଳୀ, ୨୦୦୨ର ନିୟମ ୩ ସହିତ ପଠିତ ଧାରା ୧୩(୧୨) ଅଧୀନରେ ପ୍ରଦତ୍ତ କ୍ଷମତା ପ୍ରୟୋଗ କରି ଋଣଗ୍ରହୀତାଙ୍କୁ ଦାବି ସୂଚନା ଜାରି କରିଥିଲେ । bbox=[768, 1557, 1185, 1606]
se-no: No : 55/Date 06.01.2026/ bbox=[930, 1316, 1023, 1327]
police-title-2: सर्वसाधारण के लिए सूचना bbox=[1285, 1626, 1389, 1639]
logo-title: ଧରିତ୍ରୀ bbox=[53, 15, 83, 26]
tender-desc: Name of the work : Road Works, Total No. of works : 20 (Twenty), Approx. Estimated Cost : Rs. 5.08 lakhs to Rs. 31.78 lakhs, Class of Contractor : "B", "C" & "D" Class Contractor, Period of completion : 1 (One) Calendar Month bbox=[181, 1351, 748, 1372]
police-sign-2b: राँची bbox=[1441, 1917, 1456, 1928]
tender-table bbox=[181, 1373, 747, 1448]
tender-l3: Rural Works Division-I, Nabarangpur bbox=[392, 1294, 584, 1307]
bottom-left-column bbox=[14, 1253, 164, 2028]
tender-sign-1: Sd/- Chief Construction Engineer bbox=[616, 1706, 748, 1717]
kotak-logo-icon: kotak bbox=[876, 1502, 920, 1519]
right-top-body: ଛାତ୍ରୀମାନଙ୍କ ପାଇଁ ଆୟୋଜିତ ଆତ୍ମରକ୍ଷା କୌଶଳ ପ୍ରଶିକ୍ଷଣ ଶିବିର ଉଦ୍‌ଯାପିତ ହୋଇଯାଇଛି । ଏହି ଶିବିରରେ ବିଦ୍ୟାଳୟର ଶତାଧିକ ଛାତ୍ରୀ ଅଂଶଗ୍ରହଣ କରି ବିଭିନ୍ନ ଆତ୍ମରକ୍ଷା କୌଶଳ ଶିଖିଥିଲେ । ପ୍ରଶିକ୍ଷକମାନେ ଛାତ୍ରୀମାନଙ୍କୁ ବିପଦ ସମୟରେ ନିଜକୁ ସୁରକ୍ଷିତ ରଖିବାର ବିଭିନ୍ନ ଉପାୟ ବିଷୟରେ ଅବଗତ କରାଇଥିଲେ । ଶେଷରେ ପ୍ରଧାନଶିକ୍ଷକ ଧନ୍ୟବାଦ ଅର୍ପଣ କରିଥିଲେ । bbox=[1211, 427, 1463, 534]
th-to: To bbox=[429, 1657, 495, 1671]
police-notices-column bbox=[1201, 1253, 1463, 2028]
odisha-emblem-icon bbox=[181, 1522, 221, 1568]
td-colnum: 6 bbox=[625, 1411, 687, 1425]
dhanamandi-left-headline: ଖୋଲିଲା ଧାନମଣ୍ଡି bbox=[1237, 553, 1303, 593]
bottom-left-dateline: ଭୁବନେଶ୍ୱର,୧୯।୧ (ନିଜସ୍ୱ ସମ୍ବାଦଦାତା): bbox=[14, 1333, 126, 1359]
masthead-place: Bhubaneswar, Tuesday bbox=[621, 21, 787, 39]
protest-subhead: ରାଷ୍ଟ୍ରପତିଙ୍କ ଉଦ୍ବୋଧନରେ ଦାବିପତ୍ର bbox=[516, 862, 849, 885]
lead-cont-1: ଆୟୁଷ ଚିକିତ୍ସା ପଦ୍ଧତିକୁ ମଧ୍ୟ ଆୟୁଷ୍ମାନ ଯୋଜନା ଭିତରେ ଅନ୍ତର୍ଭୁକ୍ତ କରାଯିବା ଆବଶ୍ୟକ ବୋଲି ସେ ମତ ପ୍ରକାଶ କରିଛନ୍ତି । ଏହି ଅବସରରେ ବିଭାଗୀୟ ସଚିବ, ନିର୍ଦ୍ଦେଶକ ତଥା ବିଭିନ୍ନ ଜିଲ୍ଲାର ମୁଖ୍ୟ ଚିକିତ୍ସାଧିକାରୀମାନେ ଯୋଗ ଦେଇଥିଲେ । bbox=[174, 420, 507, 464]
lead-left-column bbox=[14, 145, 164, 537]
kotak-signature: ପ୍ରାଧିକୃତ ଅଧିକାରୀ bbox=[1122, 1638, 1185, 1649]
tender-bid-id: Bid Identification No. NCB-39 / RWCKJR / 2025-26 bbox=[357, 1589, 571, 1600]
tender-keonjhar bbox=[174, 1505, 754, 1743]
dpo-sign-2: Sd/-DEO-cum-DPC, SS Sundargarh bbox=[608, 1993, 748, 2004]
jharkhand-police-emblem-icon bbox=[1431, 1591, 1457, 1617]
paint-tender-signature: ESTATE MANAGER bbox=[1372, 1140, 1456, 1151]
se-l2: SUPERINTENDING ENGINEER, ELECTRICAL CIRCLE (R&B) bbox=[820, 1272, 1133, 1285]
gray-bars-right bbox=[1325, 2038, 1463, 2050]
